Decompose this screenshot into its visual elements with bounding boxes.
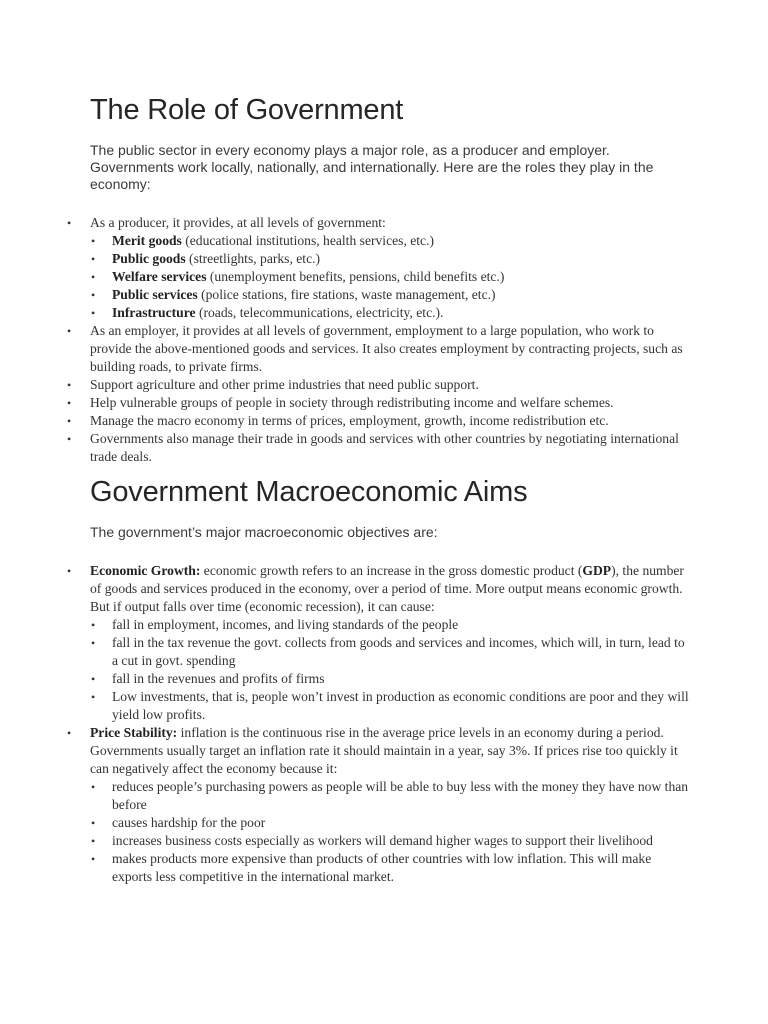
term-description: (police stations, fire stations, waste management, etc.) <box>197 287 496 302</box>
term-description: (streetlights, parks, etc.) <box>185 251 321 266</box>
sub-list-item: • fall in employment, incomes, and living standards of the people <box>112 616 690 634</box>
term-description: ), the number of goods and services produced in the economy, over a period of time. More output means economic growth. But if output falls over time (economic recession), it can cause: <box>90 563 684 614</box>
term: Welfare services <box>112 269 207 284</box>
list-item: • Governments also manage their trade in goods and services with other countries by negotiating international trade deals. <box>90 430 690 466</box>
sub-list-item: • reduces people’s purchasing powers as people will be able to buy less with the money they have now than before <box>112 778 690 814</box>
term-description: (roads, telecommunications, electricity, etc.). <box>195 305 444 320</box>
aims-list <box>90 562 690 886</box>
section-intro: The public sector in every economy plays a major role, as a producer and employer. Governments work locally, nationally, and internationally. Here are the roles they play in the economy: <box>90 142 654 192</box>
sub-list-item <box>112 268 690 286</box>
term-description: (educational institutions, health services, etc.) <box>181 233 435 248</box>
term: Infrastructure <box>112 305 196 320</box>
list-item: • Manage the macro economy in terms of prices, employment, growth, income redistribution etc. <box>90 412 690 430</box>
term: Economic Growth: <box>90 563 201 578</box>
sub-list-item <box>112 304 690 322</box>
section-intro: The government’s major macroeconomic objectives are: <box>90 524 438 540</box>
list-item-price-stability <box>90 724 690 886</box>
sub-list-item: • causes hardship for the poor <box>112 814 690 832</box>
section-title-macroeconomic-aims: Government Macroeconomic Aims <box>90 476 528 508</box>
sub-list-item: • increases business costs especially as workers will demand higher wages to support their livelihood <box>112 832 690 850</box>
term-gdp: GDP <box>582 563 612 578</box>
term: Public goods <box>112 251 186 266</box>
list-item: • As an employer, it provides at all levels of government, employment to a large population, who work to provide the above-mentioned goods and services. It also creates employment by contracting projects, such as building roads, to private firms. <box>90 322 690 376</box>
sub-list <box>90 616 690 724</box>
list-item: • Help vulnerable groups of people in society through redistributing income and welfare schemes. <box>90 394 690 412</box>
term-description: (unemployment benefits, pensions, child benefits etc.) <box>206 269 505 284</box>
sub-list-item <box>112 286 690 304</box>
list-item: • Support agriculture and other prime industries that need public support. <box>90 376 690 394</box>
list-item <box>90 214 690 322</box>
sub-list-item: • makes products more expensive than products of other countries with low inflation. This will make exports less competitive in the international market. <box>112 850 690 886</box>
term: Merit goods <box>112 233 182 248</box>
list-item-text: As a producer, it provides, at all levels of government: <box>90 215 386 230</box>
sub-list-item: • fall in the tax revenue the govt. collects from goods and services and incomes, which will, in turn, lead to a cut in govt. spending <box>112 634 690 670</box>
term: Price Stability: <box>90 725 178 740</box>
sub-list-item <box>112 232 690 250</box>
section-title-role-of-government: The Role of Government <box>90 94 404 126</box>
sub-list <box>90 232 690 322</box>
term: Public services <box>112 287 198 302</box>
list-item-economic-growth <box>90 562 690 724</box>
term-description: inflation is the continuous rise in the average price levels in an economy during a period. Governments usually target an inflation rate it should maintain in a year, say 3%. If prices rise too quickly it can negatively affect the economy because it: <box>90 725 678 776</box>
sub-list <box>90 778 690 886</box>
sub-list-item: • fall in the revenues and profits of firms <box>112 670 690 688</box>
roles-list <box>90 214 690 466</box>
sub-list-item <box>112 250 690 268</box>
sub-list-item: • Low investments, that is, people won’t invest in production as economic conditions are poor and they will yield low profits. <box>112 688 690 724</box>
term-description: economic growth refers to an increase in the gross domestic product ( <box>200 563 583 578</box>
